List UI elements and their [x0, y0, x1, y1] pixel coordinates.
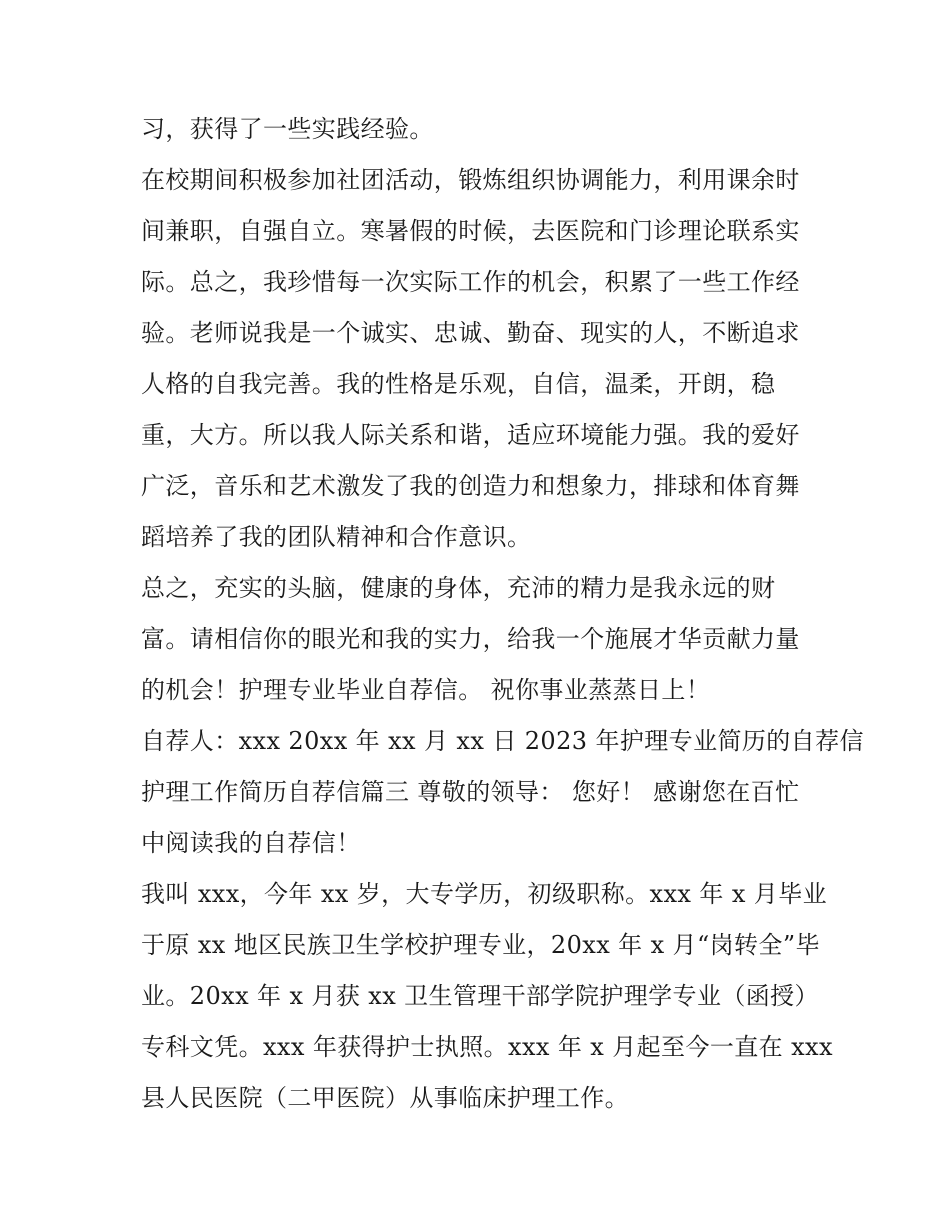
text-line: 重，大方。所以我人际关系和谐，适应环境能力强。我的爱好 — [141, 421, 800, 449]
text-line: 间兼职，自强自立。寒暑假的时候，去医院和门诊理论联系实 — [141, 217, 800, 245]
text-line: 护理工作简历自荐信篇三 尊敬的领导： 您好！ 感谢您在百忙 — [141, 778, 800, 806]
text-line: 的机会！护理专业毕业自荐信。 祝你事业蒸蒸日上！ — [141, 676, 711, 704]
text-line: 富。请相信你的眼光和我的实力，给我一个施展才华贡献力量 — [141, 625, 800, 653]
text-line: 广泛，音乐和艺术激发了我的创造力和想象力，排球和体育舞 — [141, 472, 800, 500]
text-line: 总之，充实的头脑，健康的身体，充沛的精力是我永远的财 — [141, 574, 776, 602]
text-line: 专科文凭。xxx 年获得护士执照。xxx 年 x 月起至今一直在 xxx — [141, 1033, 833, 1061]
text-line: 县人民医院（二甲医院）从事临床护理工作。 — [141, 1084, 629, 1112]
text-line: 我叫 xxx，今年 xx 岁，大专学历，初级职称。xxx 年 x 月毕业 — [141, 880, 827, 908]
text-line: 业。20xx 年 x 月获 xx 卫生管理干部学院护理学专业（函授） — [141, 982, 819, 1010]
document-body — [141, 104, 864, 1124]
text-line: 蹈培养了我的团队精神和合作意识。 — [141, 523, 532, 551]
text-line: 人格的自我完善。我的性格是乐观，自信，温柔，开朗，稳 — [141, 370, 776, 398]
text-line: 习，获得了一些实践经验。 — [141, 115, 434, 143]
text-line: 验。老师说我是一个诚实、忠诚、勤奋、现实的人，不断追求 — [141, 319, 800, 347]
text-line: 自荐人：xxx 20xx 年 xx 月 xx 日 2023 年护理专业简历的自荐信 — [141, 727, 864, 755]
text-line: 际。总之，我珍惜每一次实际工作的机会，积累了一些工作经 — [141, 268, 800, 296]
text-line: 中阅读我的自荐信！ — [141, 829, 361, 857]
text-line: 于原 xx 地区民族卫生学校护理专业，20xx 年 x 月“岗转全”毕 — [141, 931, 820, 959]
text-line: 在校期间积极参加社团活动，锻炼组织协调能力，利用课余时 — [141, 166, 800, 194]
